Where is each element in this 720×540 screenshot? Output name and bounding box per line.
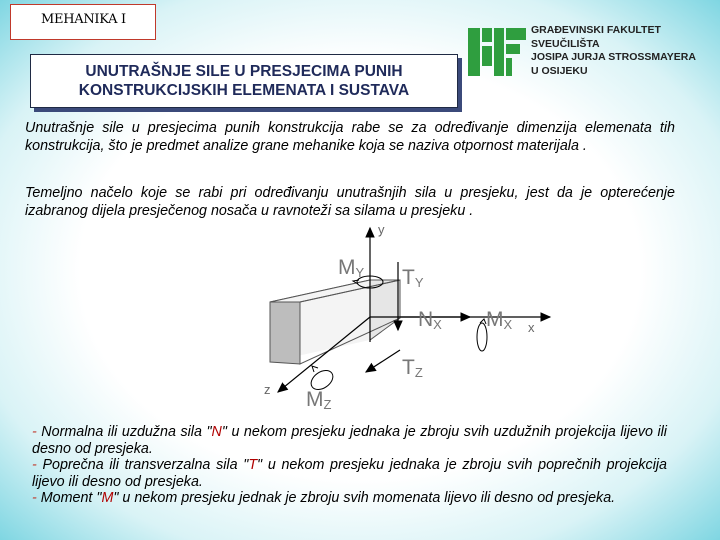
label-z: z (264, 382, 271, 397)
title-line-2: KONSTRUKCIJSKIH ELEMENATA I SUSTAVA (78, 82, 410, 99)
faculty-logo-icon (468, 26, 526, 76)
label-y: y (378, 222, 385, 237)
tz-arrow (366, 350, 400, 372)
label-tz: TZ (402, 356, 423, 380)
institution-line-2: SVEUČILIŠTA (531, 37, 600, 50)
intro-paragraph: Unutrašnje sile u presjecima punih konstrukcija rabe se za određivanje dimenzija elemenata tih konstrukcija, što je predmet analize grane mehanike koja se naziva otpornost materijala . (25, 120, 675, 154)
internal-forces-diagram (250, 222, 570, 414)
label-my: MY (338, 256, 365, 280)
institution-name (531, 24, 711, 78)
definitions-list (32, 424, 667, 507)
definition-moment: - Moment "M" u nekom presjeku jednak je zbroju svih momenata lijevo ili desno od presjeka. (32, 490, 616, 507)
slide-title (30, 54, 458, 108)
label-mx: MX (486, 308, 513, 332)
institution-line-3: JOSIPA JURJA STROSSMAYERA (531, 51, 696, 63)
principle-paragraph: Temeljno načelo koje se rabi pri određivanju unutrašnjih sila u presjeku, jest da je opterećenje izabranog dijela presječenog nosača u ravnoteži sa silama u presjeku . (25, 185, 675, 219)
institution-line-1: GRAĐEVINSKI FAKULTET (531, 24, 661, 36)
label-x: x (528, 320, 535, 335)
definition-normal-force: - Normalna ili uzdužna sila "N" u nekom presjeku jednaka je zbroju svih uzdužnih projekcija lijevo ili desno od presjeka. (32, 424, 667, 457)
title-line-1: UNUTRAŠNJE SILE U PRESJECIMA PUNIH (85, 63, 403, 80)
label-nx: NX (418, 308, 442, 332)
course-label: MEHANIKA I (10, 4, 156, 40)
label-ty: TY (402, 266, 424, 290)
definition-shear-force: - Poprečna ili transverzalna sila "T" u nekom presjeku jednaka je zbroju svih poprečnih projekcija lijevo ili desno od presjeka. (32, 457, 667, 490)
label-mz: MZ (306, 388, 332, 412)
institution-line-4: U OSIJEKU (531, 64, 588, 77)
beam-prism (270, 280, 400, 364)
